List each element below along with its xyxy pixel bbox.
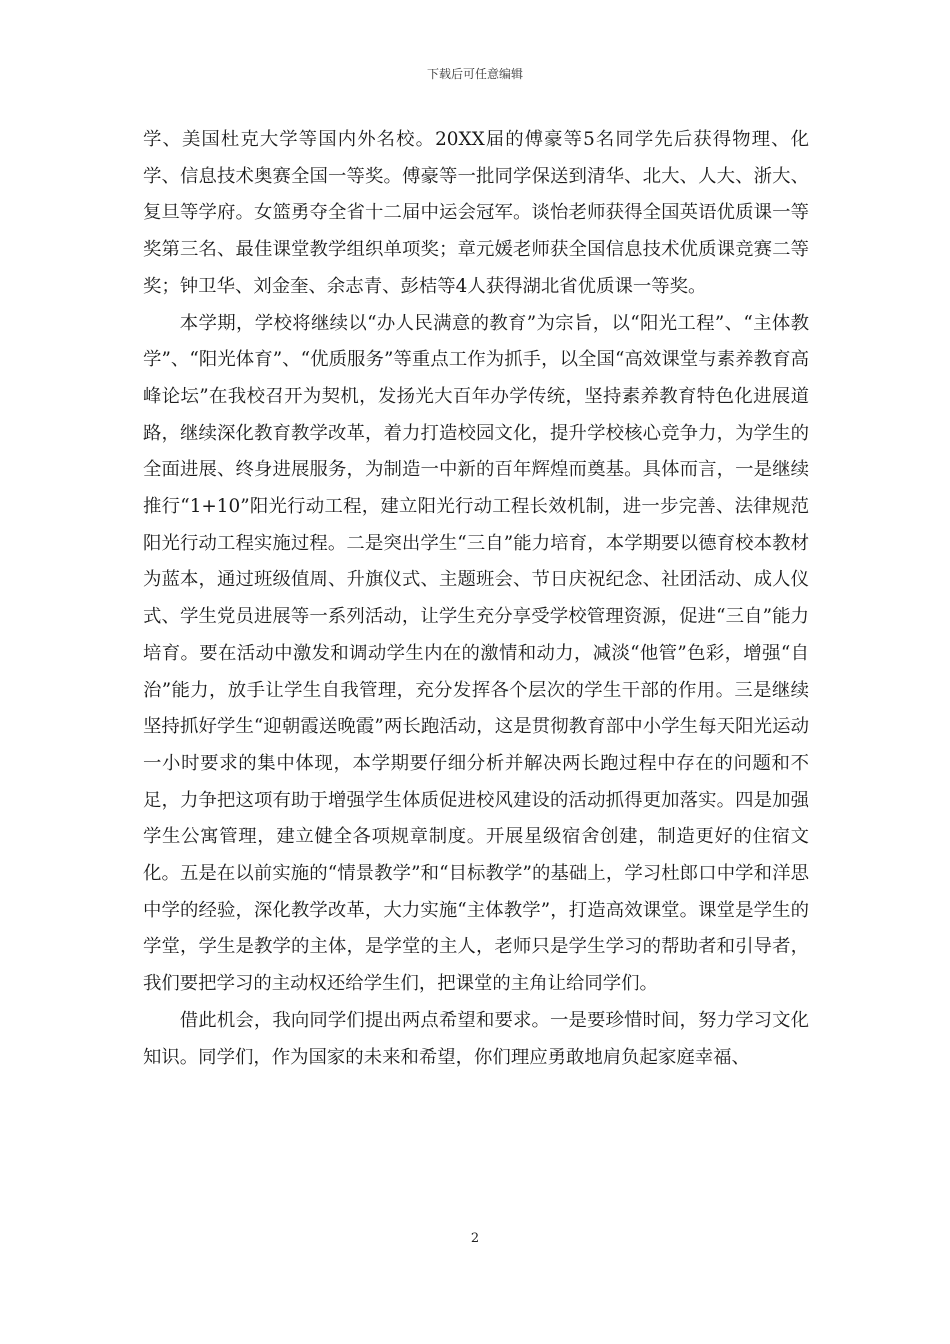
paragraph-continued: 学、美国杜克大学等国内外名校。20XX届的傅豪等5名同学先后获得物理、化学、信息技术奥赛全国一等奖。傅豪等一批同学保送到清华、北大、人大、浙大、复旦等学府。女篮勇夺全省十二届中运会冠军。谈怡老师获得全国英语优质课一等奖第三名、最佳课堂教学组织单项奖；章元媛老师获全国信息技术优质课竞赛二等奖；钟卫华、刘金奎、余志青、彭桔等4人获得湖北省优质课一等奖。 [143,129,809,297]
page-header: 下载后可任意编辑 [426,67,523,81]
page-number: 2 [470,1231,480,1246]
paragraph: 本学期，学校将继续以“办人民满意的教育”为宗旨，以“阳光工程”、“主体教学”、“阳光体育”、“优质服务”等重点工作为抓手，以全国“高效课堂与素养教育高峰论坛”在我校召开为契机，发扬光大百年办学传统，坚持素养教育特色化进展道路，继续深化教育教学改革，着力打造校园文化，提升学校核心竞争力，为学生的全面进展、终身进展服务，为制造一中新的百年辉煌而奠基。具体而言，一是继续推行“1+10”阳光行动工程，建立阳光行动工程长效机制，进一步完善、法律规范阳光行动工程实施过程。二是突出学生“三自”能力培育，本学期要以德育校本教材为蓝本，通过班级值周、升旗仪式、主题班会、节日庆祝纪念、社团活动、成人仪式、学生党员进展等一系列活动，让学生充分享受学校管理资源，促进“三自”能力培育。要在活动中激发和调动学生内在的激情和动力，减淡“他管”色彩，增强“自治”能力，放手让学生自我管理，充分发挥各个层次的学生干部的作用。三是继续坚持抓好学生“迎朝霞送晚霞”两长跑活动，这是贯彻教育部中小学生每天阳光运动一小时要求的集中体现，本学期要仔细分析并解决两长跑过程中存在的问题和不足，力争把这项有助于增强学生体质促进校风建设的活动抓得更加落实。四是加强学生公寓管理，建立健全各项规章制度。开展星级宿舍创建，制造更好的住宿文化。五是在以前实施的“情景教学”和“目标教学”的基础上，学习杜郎口中学和洋思中学的经验，深化教学改革，大力实施“主体教学”，打造高效课堂。课堂是学生的学堂，学生是教学的主体，是学堂的主人，老师只是学生学习的帮助者和引导者，我们要把学习的主动权还给学生们，把课堂的主角让给同学们。 [143,312,809,995]
paragraph: 借此机会，我向同学们提出两点希望和要求。一是要珍惜时间，努力学习文化知识。同学们，作为国家的未来和希望，你们理应勇敢地肩负起家庭幸福、 [143,1009,809,1068]
document-body [143,122,809,1076]
